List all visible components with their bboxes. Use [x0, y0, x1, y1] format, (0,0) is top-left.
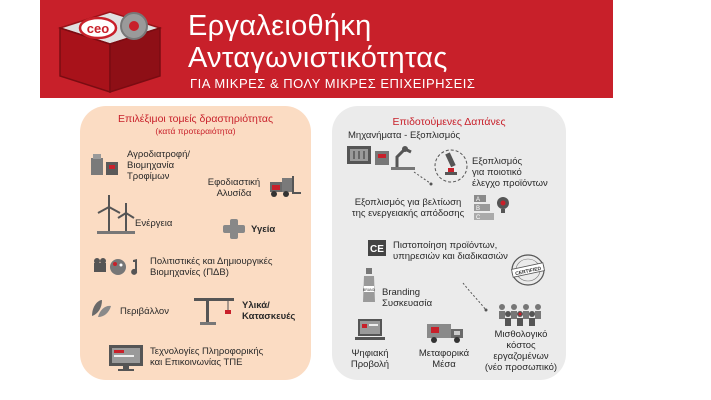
- truck-icon: [426, 322, 466, 344]
- machinery-icon: [345, 143, 417, 171]
- wind-turbines-icon: [95, 193, 137, 235]
- sector-creative-industries: Πολιτιστικές και Δημιουργικές Βιομηχανίες (ΠΔΒ): [150, 256, 273, 278]
- expense-energy-efficiency: Εξοπλισμός για βελτίωση της ενεργειακής απόδοσης: [351, 197, 465, 219]
- certified-stamp-icon: [510, 253, 546, 287]
- expense-digital-promotion: Ψηφιακή Προβολή: [350, 348, 390, 370]
- svg-text:BRAND: BRAND: [362, 288, 376, 292]
- svg-text:B: B: [476, 206, 481, 212]
- svg-text:C: C: [476, 215, 481, 221]
- dotted-arrow-icon: [412, 170, 434, 186]
- svg-text:CE: CE: [370, 244, 384, 255]
- sector-agrofood: Αγροδιατροφή/ Βιομηχανία Τροφίμων: [127, 149, 191, 182]
- sector-materials: Υλικά/ Κατασκευές: [242, 300, 296, 322]
- expense-payroll: Μισθολογικό κόστος εργαζομένων (νέο προσωπικό): [484, 329, 558, 373]
- sector-logistics: Εφοδιαστική Αλυσίδα: [207, 177, 261, 199]
- expense-certification: Πιστοποίηση προϊόντων, υπηρεσιών και διαδικασιών: [393, 240, 508, 262]
- ceo-logo-icon: [50, 6, 170, 96]
- expense-branding: Branding Συσκευασία: [382, 287, 433, 309]
- sector-energy: Ενέργεια: [135, 218, 173, 229]
- dotted-arrow-icon-2: [460, 280, 490, 314]
- creative-arts-icon: [93, 257, 145, 277]
- ce-mark-icon: [368, 240, 386, 256]
- sector-health: Υγεία: [251, 224, 276, 235]
- construction-crane-icon: [192, 294, 236, 326]
- energy-rating-icon: [474, 194, 510, 224]
- sectors-panel: [80, 106, 311, 380]
- sector-environment: Περιβάλλον: [120, 306, 169, 317]
- page-subtitle: ΓΙΑ ΜΙΚΡΕΣ & ΠΟΛΥ ΜΙΚΡΕΣ ΕΠΙΧΕΙΡΗΣΕΙΣ: [190, 76, 476, 91]
- page-title-line2: Ανταγωνιστικότητας: [188, 42, 448, 74]
- expense-quality-control: Εξοπλισμός για ποιοτικό έλεγχο προϊόντων: [472, 156, 548, 189]
- employees-group-icon: [496, 302, 546, 326]
- food-packages-icon: [90, 152, 120, 176]
- health-cross-icon: [222, 218, 246, 240]
- sector-ict: Τεχνολογίες Πληροφορικής και Επικοινωνίας ΤΠΕ: [150, 346, 264, 368]
- bottle-icon: [361, 268, 377, 304]
- microscope-icon: [434, 146, 468, 186]
- page-title-line1: Εργαλειοθήκη: [188, 10, 372, 42]
- svg-text:ceo: ceo: [86, 21, 110, 36]
- leaves-icon: [90, 298, 112, 318]
- expenses-heading: Επιδοτούμενες Δαπάνες: [392, 116, 506, 128]
- computer-monitor-icon: [108, 344, 144, 372]
- svg-text:A: A: [476, 197, 481, 203]
- sectors-subheading: (κατά προτεραιότητα): [155, 126, 236, 136]
- svg-text:CERTIFIED: CERTIFIED: [514, 265, 542, 278]
- expense-transport: Μεταφορικά Μέσα: [418, 348, 470, 370]
- laptop-icon: [355, 318, 385, 342]
- forklift-icon: [268, 174, 302, 198]
- sectors-heading: Επιλέξιμοι τομείς δραστηριότητας (κατά προτεραιότητα): [117, 113, 274, 136]
- expense-machinery: Μηχανήματα - Εξοπλισμός: [348, 130, 461, 141]
